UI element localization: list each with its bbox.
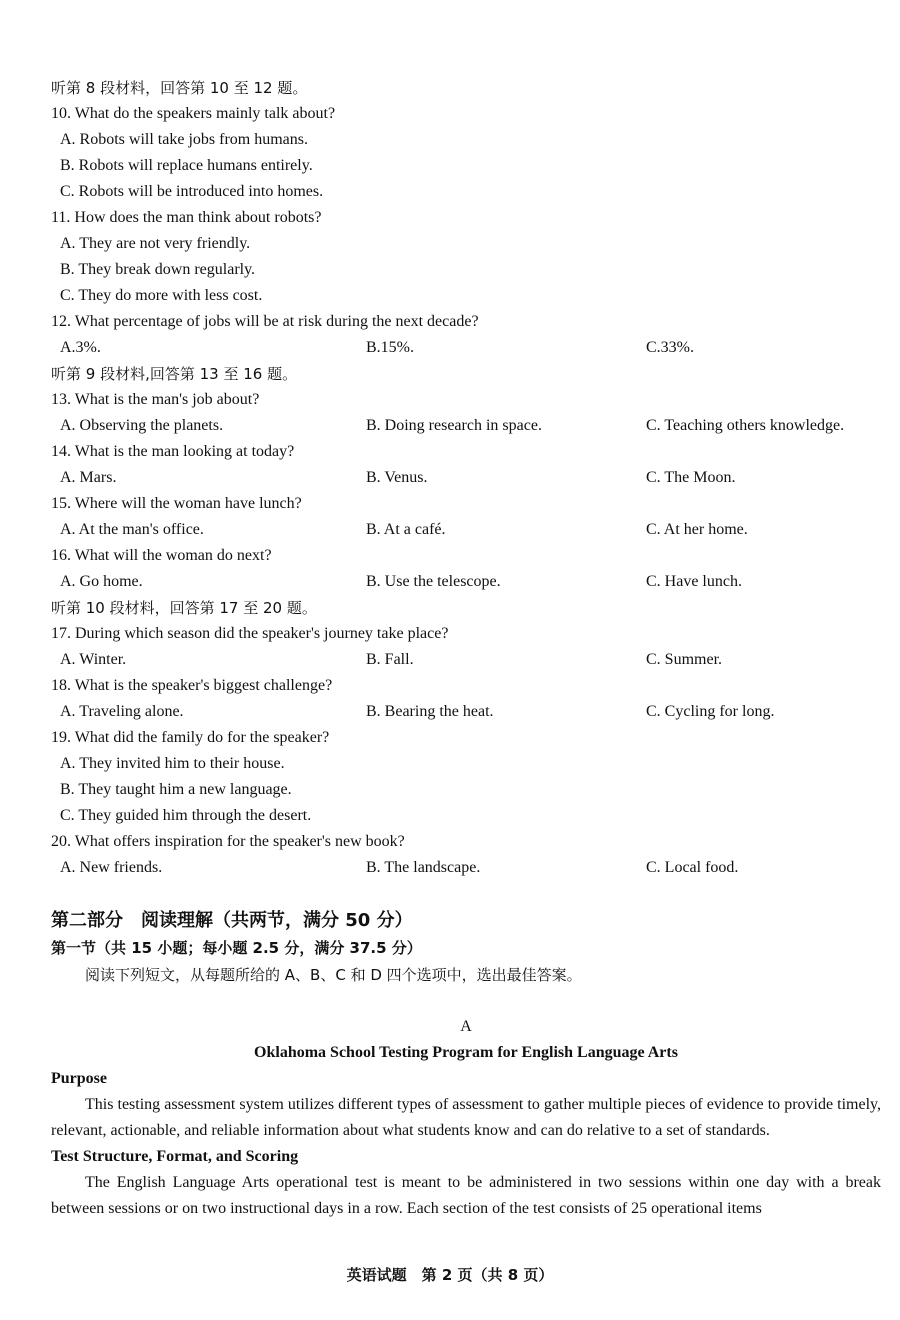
q11-option-b: B. They break down regularly. [60, 261, 256, 278]
question-19: 19. What did the family do for the speaker? [51, 729, 330, 746]
q14-option-c: C. The Moon. [646, 469, 736, 486]
question-12: 12. What percentage of jobs will be at risk during the next decade? [51, 313, 479, 330]
section-title: 第一节（共 15 小题；每小题 2.5 分，满分 37.5 分） [51, 939, 422, 957]
q16-option-c: C. Have lunch. [646, 573, 742, 590]
structure-heading: Test Structure, Format, and Scoring [51, 1148, 299, 1165]
q19-option-c: C. They guided him through the desert. [60, 807, 312, 824]
q14-option-b: B. Venus. [366, 469, 428, 486]
q16-option-b: B. Use the telescope. [366, 573, 501, 590]
q17-options [51, 647, 881, 673]
purpose-heading: Purpose [51, 1070, 107, 1087]
q12-option-c: C.33%. [646, 339, 694, 356]
q19-option-b: B. They taught him a new language. [60, 781, 292, 798]
question-20: 20. What offers inspiration for the speaker's new book? [51, 833, 405, 850]
structure-paragraph: The English Language Arts operational test is meant to be administered in two sessions within one day with a break between sessions or on two instructional days in a row. Each section of the test consists of 25 operational items [51, 1174, 881, 1217]
q14-option-a: A. Mars. [60, 469, 117, 486]
q20-option-b: B. The landscape. [366, 859, 481, 876]
purpose-paragraph: This testing assessment system utilizes different types of assessment to gather multiple pieces of evidence to provide timely, relevant, actionable, and reliable information about what students know and can do relative to a set of standards. [51, 1096, 881, 1139]
q10-option-c: C. Robots will be introduced into homes. [60, 183, 324, 200]
q17-option-b: B. Fall. [366, 651, 414, 668]
question-14: 14. What is the man looking at today? [51, 443, 295, 460]
question-11: 11. How does the man think about robots? [51, 209, 322, 226]
q18-option-b: B. Bearing the heat. [366, 703, 494, 720]
q18-option-a: A. Traveling alone. [60, 703, 184, 720]
q12-option-a: A.3%. [60, 339, 101, 356]
q10-option-a: A. Robots will take jobs from humans. [60, 131, 308, 148]
section-9-instruction: 听第 9 段材料,回答第 13 至 16 题。 [51, 365, 298, 383]
q15-option-c: C. At her home. [646, 521, 748, 538]
q15-option-a: A. At the man's office. [60, 521, 204, 538]
q10-option-b: B. Robots will replace humans entirely. [60, 157, 313, 174]
q20-option-a: A. New friends. [60, 859, 163, 876]
q19-option-a: A. They invited him to their house. [60, 755, 285, 772]
question-15: 15. Where will the woman have lunch? [51, 495, 302, 512]
q11-option-c: C. They do more with less cost. [60, 287, 263, 304]
question-17: 17. During which season did the speaker's journey take place? [51, 625, 449, 642]
q13-option-c: C. Teaching others knowledge. [646, 417, 845, 434]
listening-section [51, 75, 881, 881]
page-footer: 英语试题 第 2 页（共 8 页） [346, 1266, 554, 1284]
passage-title: Oklahoma School Testing Program for English Language Arts [254, 1044, 678, 1061]
q12-options [51, 335, 881, 361]
q13-option-b: B. Doing research in space. [366, 417, 542, 434]
reading-instructions: 阅读下列短文，从每题所给的 A、B、C 和 D 四个选项中，选出最佳答案。 [85, 966, 582, 984]
q11-option-a: A. They are not very friendly. [60, 235, 251, 252]
section-10-instruction: 听第 10 段材料，回答第 17 至 20 题。 [51, 599, 317, 617]
q17-option-a: A. Winter. [60, 651, 127, 668]
q14-options [51, 465, 881, 491]
q20-options [51, 855, 881, 881]
question-16: 16. What will the woman do next? [51, 547, 272, 564]
q16-options [51, 569, 881, 595]
q13-options [51, 413, 881, 439]
question-18: 18. What is the speaker's biggest challenge? [51, 677, 333, 694]
q18-options [51, 699, 881, 725]
q15-option-b: B. At a café. [366, 521, 446, 538]
q15-options [51, 517, 881, 543]
q13-option-a: A. Observing the planets. [60, 417, 224, 434]
q17-option-c: C. Summer. [646, 651, 723, 668]
q16-option-a: A. Go home. [60, 573, 143, 590]
question-10: 10. What do the speakers mainly talk about? [51, 105, 336, 122]
question-13: 13. What is the man's job about? [51, 391, 260, 408]
passage-letter: A [460, 1018, 472, 1035]
q20-option-c: C. Local food. [646, 859, 739, 876]
q18-option-c: C. Cycling for long. [646, 703, 775, 720]
reading-section [51, 906, 881, 1222]
q12-option-b: B.15%. [366, 339, 414, 356]
part-title: 第二部分 阅读理解（共两节，满分 50 分） [51, 910, 413, 931]
section-8-instruction: 听第 8 段材料，回答第 10 至 12 题。 [51, 79, 308, 97]
